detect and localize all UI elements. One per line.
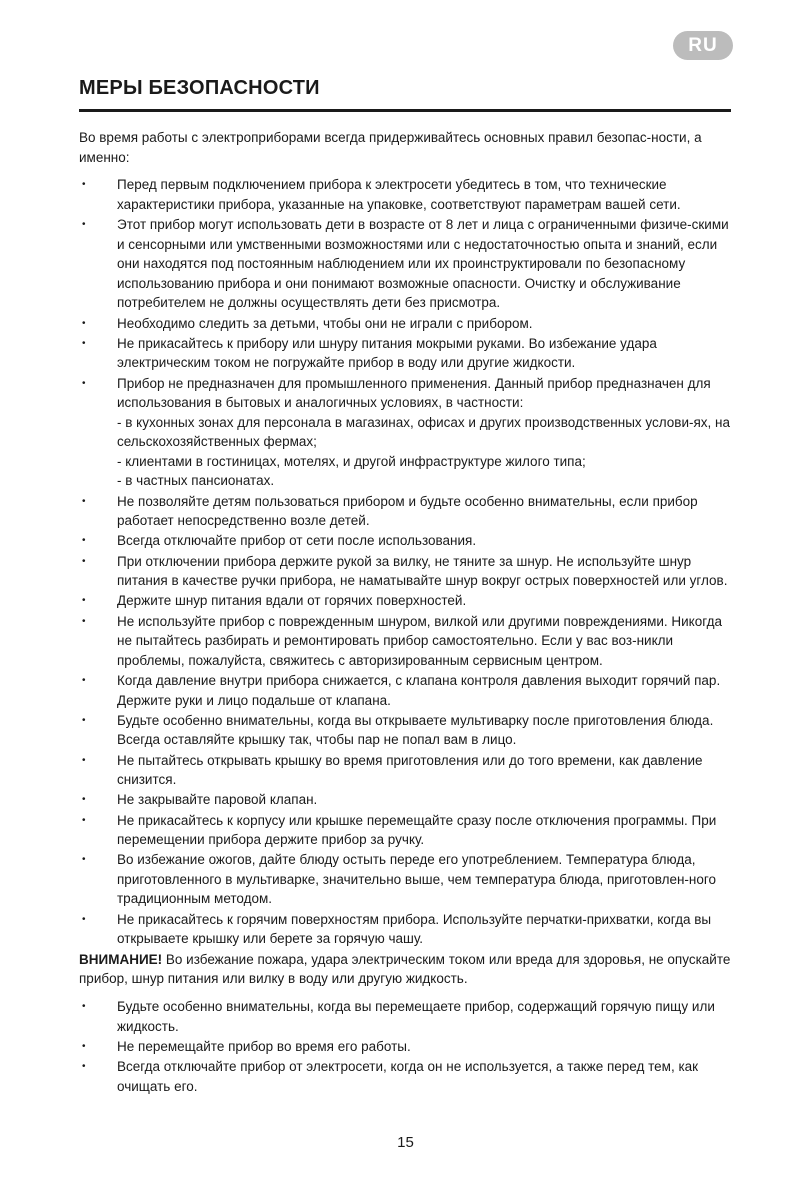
list-item: • Когда давление внутри прибора снижается, с клапана контроля давления выходит горячий пар. Держите руки и лицо подальше от клапана. [79, 671, 731, 710]
page-number: 15 [397, 1134, 414, 1151]
list-item: • Всегда отключайте прибор от сети после использования. [79, 531, 731, 551]
list-item: • Не позволяйте детям пользоваться прибором и будьте особенно внимательны, если прибор работает непосредственно возле детей. [79, 492, 731, 531]
warning-label: ВНИМАНИЕ! [79, 951, 163, 967]
list-item: • Во избежание ожогов, дайте блюду остыть переде его употреблением. Температура блюда, приготовленного в мультиварке, значительно выше, чем температура блюда, приготовлен-ного традиционным методом. [79, 850, 731, 909]
list-item: • Не закрывайте паровой клапан. [79, 790, 731, 810]
page-title: МЕРЫ БЕЗОПАСНОСТИ [79, 77, 320, 99]
intro-paragraph: Во время работы с электроприборами всегда придерживайтесь основных правил безопас-ности, а именно: [79, 130, 702, 165]
language-badge: RU [673, 31, 733, 60]
safety-list [79, 175, 731, 949]
warning-text: Во избежание пожара, удара электрическим током или вреда для здоровья, не опускайте прибор, шнур питания или вилку в воду или другую жидкость. [79, 951, 731, 987]
list-item: • Необходимо следить за детьми, чтобы они не играли с прибором. [79, 314, 731, 334]
content-body [79, 128, 731, 1097]
list-item: • Не прикасайтесь к корпусу или крышке перемещайте сразу после отключения программы. При перемещении прибора держите прибор за ручку. [79, 811, 731, 850]
list-item: • Не прикасайтесь к прибору или шнуру питания мокрыми руками. Во избежание удара электрическим током не погружайте прибор в воду или другие жидкости. [79, 334, 731, 373]
list-item: • Не прикасайтесь к горячим поверхностям прибора. Используйте перчатки-прихватки, когда вы открываете крышку или берете за горячую чашу. [79, 910, 731, 949]
list-item: • Держите шнур питания вдали от горячих поверхностей. [79, 591, 731, 611]
list-item: • При отключении прибора держите рукой за вилку, не тяните за шнур. Не используйте шнур питания в качестве ручки прибора, не наматывайте шнур вокруг острых поверхностей или углов. [79, 552, 731, 591]
list-item: • Прибор не предназначен для промышленного применения. Данный прибор предназначен для использования в бытовых и аналогичных условиях, в частности: - в кухонных зонах для персонала в магазинах, офисах и других производственных услови-ях, на сельскохозяйственных фермах; - клиентами в гостиницах, мотелях, и другой инфраструктуре жилого типа; - в частных пансионатах. [79, 374, 731, 492]
list-item: • Перед первым подключением прибора к электросети убедитесь в том, что технические характеристики прибора, указанные на упаковке, соответствуют параметрам вашей сети. [79, 175, 731, 214]
list-item: • Этот прибор могут использовать дети в возрасте от 8 лет и лица с ограниченными физиче-скими и сенсорными или умственными возможностями или с недостаточностью опыта и знаний, если они находятся под постоянным наблюдением или их проинструктировали по безопасному использованию прибора и они понимают возможные опасности. Очистку и обслуживание потребителем не должны осуществлять дети без присмотра. [79, 215, 731, 313]
safety-list-2 [79, 997, 731, 1096]
list-item: • Всегда отключайте прибор от электросети, когда он не используется, а также перед тем, как очищать его. [79, 1057, 731, 1096]
list-item: • Будьте особенно внимательны, когда вы перемещаете прибор, содержащий горячую пищу или жидкость. [79, 997, 731, 1036]
warning-paragraph [79, 950, 731, 989]
list-item: • Не перемещайте прибор во время его работы. [79, 1037, 731, 1057]
list-item: • Не используйте прибор с поврежденным шнуром, вилкой или другими повреждениями. Никогда не пытайтесь разбирать и ремонтировать прибор самостоятельно. Если у вас воз-никли проблемы, пожалуйста, свяжитесь с авторизированным сервисным центром. [79, 612, 731, 671]
title-underline [79, 109, 731, 112]
list-item: • Будьте особенно внимательны, когда вы открываете мультиварку после приготовления блюда. Всегда оставляйте крышку так, чтобы пар не попал вам в лицо. [79, 711, 731, 750]
list-item: • Не пытайтесь открывать крышку во время приготовления или до того времени, как давление снизится. [79, 751, 731, 790]
